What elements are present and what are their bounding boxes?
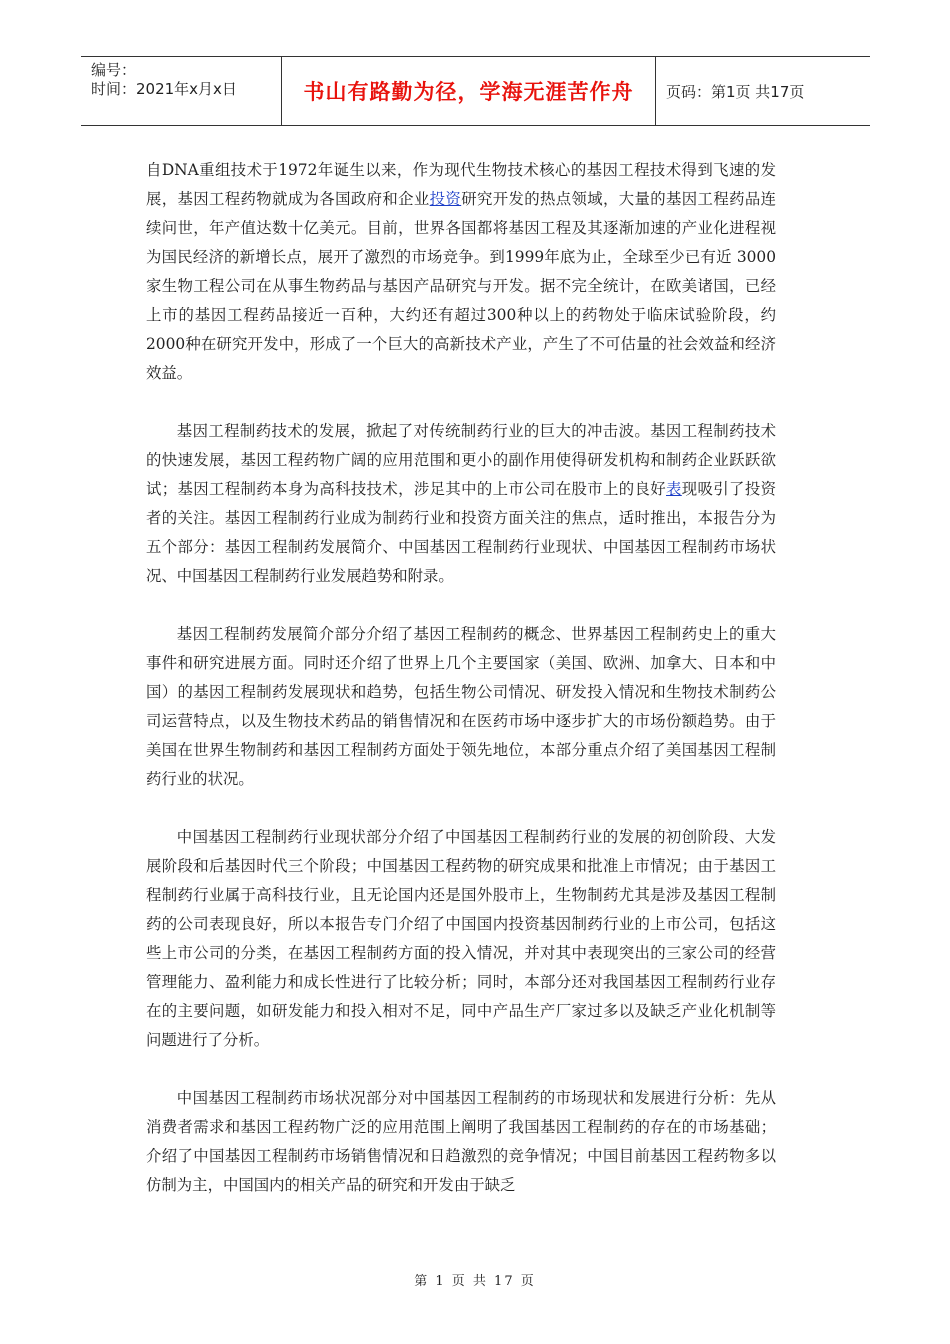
- page-header: [81, 56, 870, 126]
- paragraph-1-text-b: 研究开发的热点领域，大量的基因工程药品连续问世，年产值达数十亿美元。目前，世界各国都将基因工程及其逐渐加速的产业化进程视为国民经济的新增长点，展开了激烈的市场竞争。到1999年底为止，全球至少已有近 3000家生物工程公司在从事生物药品与基因产品研究与开发。据不完全统计，在欧美诸国，已经上市的基因工程药品接近一百种，大约还有超过300种以上的药物处于临床试验阶段，约2000种在研究开发中，形成了一个巨大的高新技术产业，产生了不可估量的社会效益和经济效益。: [146, 190, 776, 382]
- document-number-label: 编号：: [91, 61, 137, 79]
- paragraph-2: [146, 417, 776, 591]
- header-meta: [81, 57, 281, 125]
- document-body: [146, 156, 776, 1229]
- header-motto: 书山有路勤为径，学海无涯苦作舟: [281, 57, 656, 125]
- paragraph-3: 基因工程制药发展简介部分介绍了基因工程制药的概念、世界基因工程制药史上的重大事件和研究进展方面。同时还介绍了世界上几个主要国家（美国、欧洲、加拿大、日本和中国）的基因工程制药发展现状和趋势，包括生物公司情况、研发投入情况和生物技术制药公司运营特点，以及生物技术药品的销售情况和在医药市场中逐步扩大的市场份额趋势。由于美国在世界生物制药和基因工程制药方面处于领先地位，本部分重点介绍了美国基因工程制药行业的状况。: [146, 625, 776, 788]
- paragraph-2-text-a: 基因工程制药技术的发展，掀起了对传统制药行业的巨大的冲击波。基因工程制药技术的快速发展，基因工程药物广阔的应用范围和更小的副作用使得研发机构和制药企业跃跃欲试；基因工程制药本身为高科技技术，涉足其中的上市公司在股市上的良好: [146, 422, 776, 498]
- document-time: 时间：2021年x月x日: [91, 80, 237, 98]
- paragraph-5: 中国基因工程制药市场状况部分对中国基因工程制药的市场现状和发展进行分析：先从消费者需求和基因工程药物广泛的应用范围上阐明了我国基因工程制药的存在的市场基础；介绍了中国基因工程制药市场销售情况和日趋激烈的竞争情况；中国目前基因工程药物多以仿制为主，中国国内的相关产品的研究和开发由于缺乏: [146, 1089, 776, 1194]
- header-page-info: 页码：第1页 共17页: [666, 82, 805, 101]
- performance-link[interactable]: 表: [666, 480, 682, 498]
- paragraph-4: 中国基因工程制药行业现状部分介绍了中国基因工程制药行业的发展的初创阶段、大发展阶段和后基因时代三个阶段；中国基因工程药物的研究成果和批准上市情况；由于基因工程制药行业属于高科技行业，且无论国内还是国外股市上，生物制药尤其是涉及基因工程制药的公司表现良好，所以本报告专门介绍了中国国内投资基因制药行业的上市公司，包括这些上市公司的分类，在基因工程制药方面的投入情况，并对其中表现突出的三家公司的经营管理能力、盈利能力和成长性进行了比较分析；同时，本部分还对我国基因工程制药行业存在的主要问题，如研发能力和投入相对不足，同中产品生产厂家过多以及缺乏产业化机制等问题进行了分析。: [146, 828, 776, 1049]
- page-footer: 第 1 页 共 17 页: [414, 1274, 536, 1289]
- paragraph-2-text-b: 现吸引了投资者的关注。基因工程制药行业成为制药行业和投资方面关注的焦点，适时推出，本报告分为五个部分：基因工程制药发展简介、中国基因工程制药行业现状、中国基因工程制药市场状况、中国基因工程制药行业发展趋势和附录。: [146, 480, 776, 585]
- paragraph-1: [146, 156, 776, 388]
- paragraph-1-text-a: 自DNA重组技术于1972年诞生以来，作为现代生物技术核心的基因工程技术得到飞速的发展，基因工程药物就成为各国政府和企业: [146, 161, 776, 208]
- investment-link[interactable]: 投资: [429, 190, 462, 208]
